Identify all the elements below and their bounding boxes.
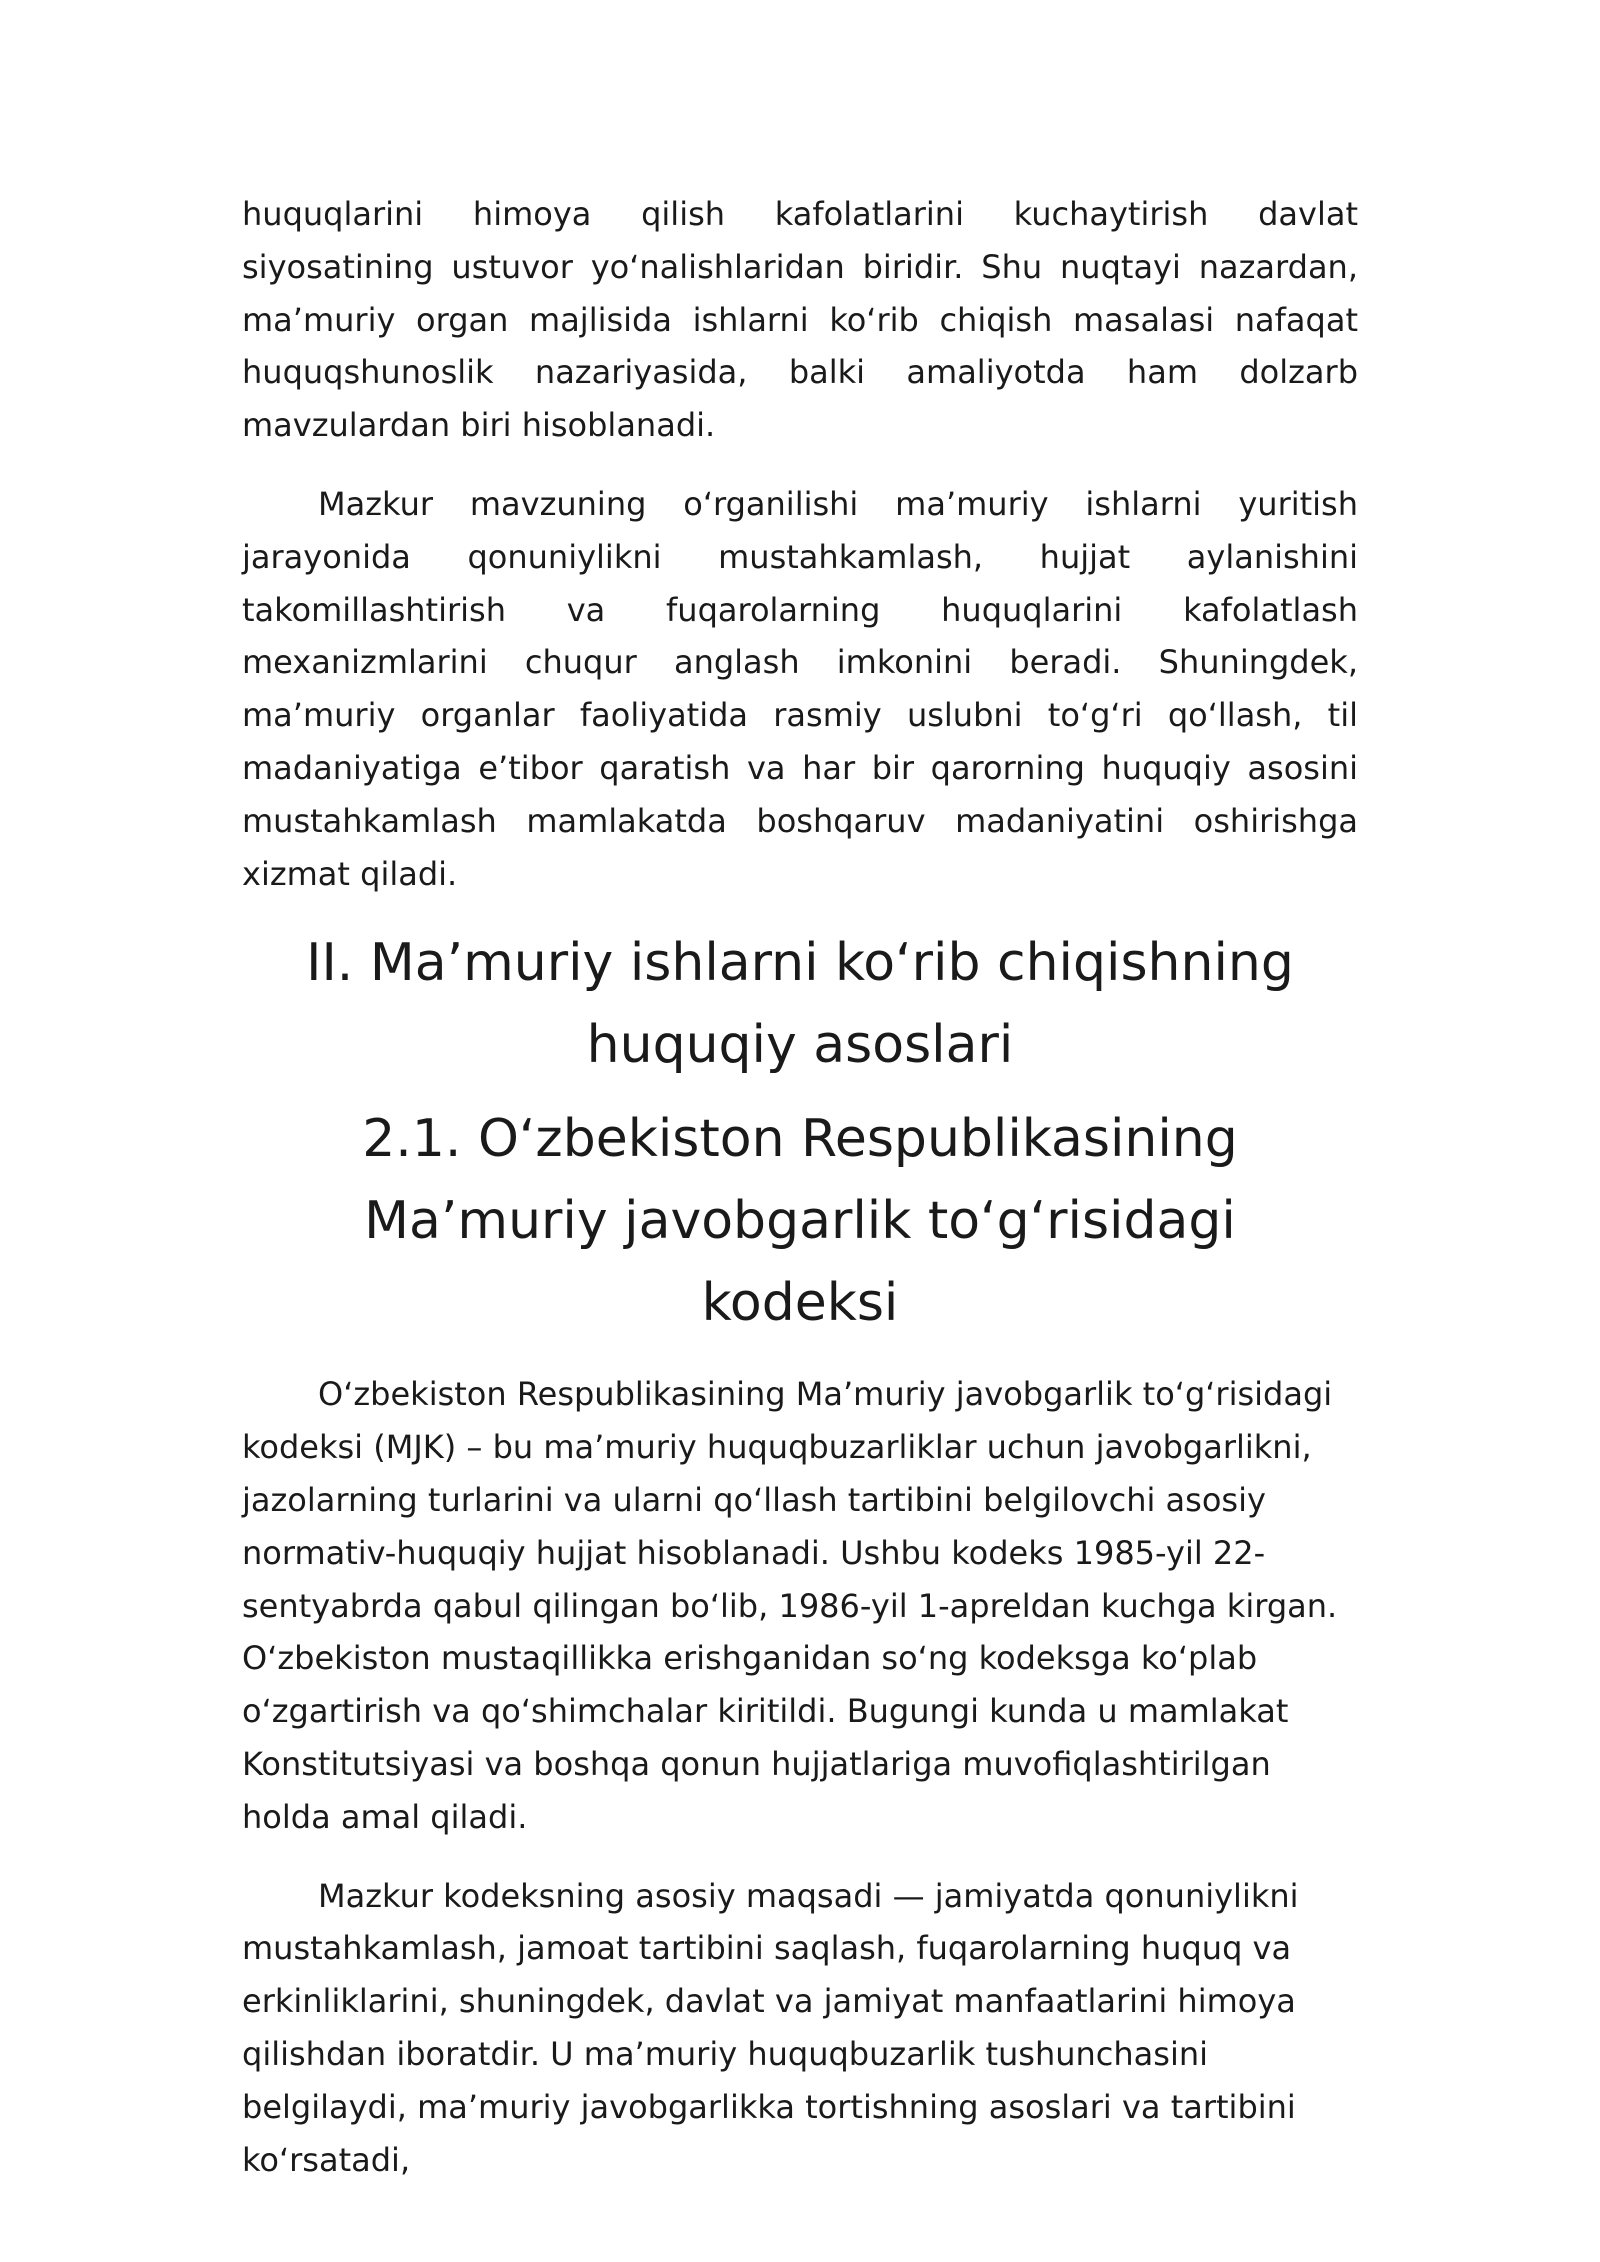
paragraph-4: Mazkur kodeksning asosiy maqsadi — jamiyatda qonuniylikni mustahkamlash, jamoat tartibini saqlash, fuqarolarning huquq va erkinliklarini, shuningdek, davlat va jamiyat manfaatlarini himoya qilishdan iboratdir. U maʼmuriy huquqbuzarlik tushunchasini belgilaydi, maʼmuriy javobgarlikka tortishning asoslari va tartibini koʻrsatadi, [242, 1876, 1299, 2179]
paragraph-2: Mazkur mavzuning oʻrganilishi maʼmuriy ishlarni yuritish jarayonida qonuniylikni mustahkamlash, hujjat aylanishini takomillashtirish va fuqarolarning huquqlarini kafolatlash mexanizmlarini chuqur anglash imkonini beradi. Shuningdek, maʼmuriy organlar faoliyatida rasmiy uslubni toʻgʻri qoʻllash, til madaniyatiga eʼtibor qaratish va har bir qarorning huquqiy asosini mustahkamlash mamlakatda boshqaruv madaniyatini oshirishga xizmat qiladi. [242, 484, 1358, 893]
paragraph-continued: huquqlarini himoya qilish kafolatlarini kuchaytirish davlat siyosatining ustuvor yoʻnalishlaridan biridir. Shu nuqtayi nazardan, maʼmuriy organ majlisida ishlarni koʻrib chiqish masalasi nafaqat huquqshunoslik nazariyasida, balki amaliyotda ham dolzarb mavzulardan biri hisoblanadi. [242, 195, 1358, 445]
paragraph-3: Oʻzbekiston Respublikasining Maʼmuriy javobgarlik toʻgʻrisidagi kodeksi (MJK) – bu maʼmuriy huquqbuzarliklar uchun javobgarlikni, jazolarning turlarini va ularni qoʻllash tartibini belgilovchi asosiy normativ-huquqiy hujjat hisoblanadi. Ushbu kodeks 1985-yil 22-sentyabrda qabul qilingan boʻlib, 1986-yil 1-apreldan kuchga kirgan. Oʻzbekiston mustaqillikka erishganidan soʻng kodeksga koʻplab oʻzgartirish va qoʻshimchalar kiritildi. Bugungi kunda u mamlakat Konstitutsiyasi va boshqa qonun hujjatlariga muvofiqlashtirilgan holda amal qiladi. [242, 1375, 1338, 1836]
section-heading: II. Maʼmuriy ishlarni koʻrib chiqishning huquqiy asoslari [306, 933, 1294, 1076]
subsection-heading: 2.1. Oʻzbekiston Respublikasining Maʼmuriy javobgarlik toʻgʻrisidagi kodeksi [362, 1109, 1238, 1334]
page-content [242, 188, 1358, 2186]
